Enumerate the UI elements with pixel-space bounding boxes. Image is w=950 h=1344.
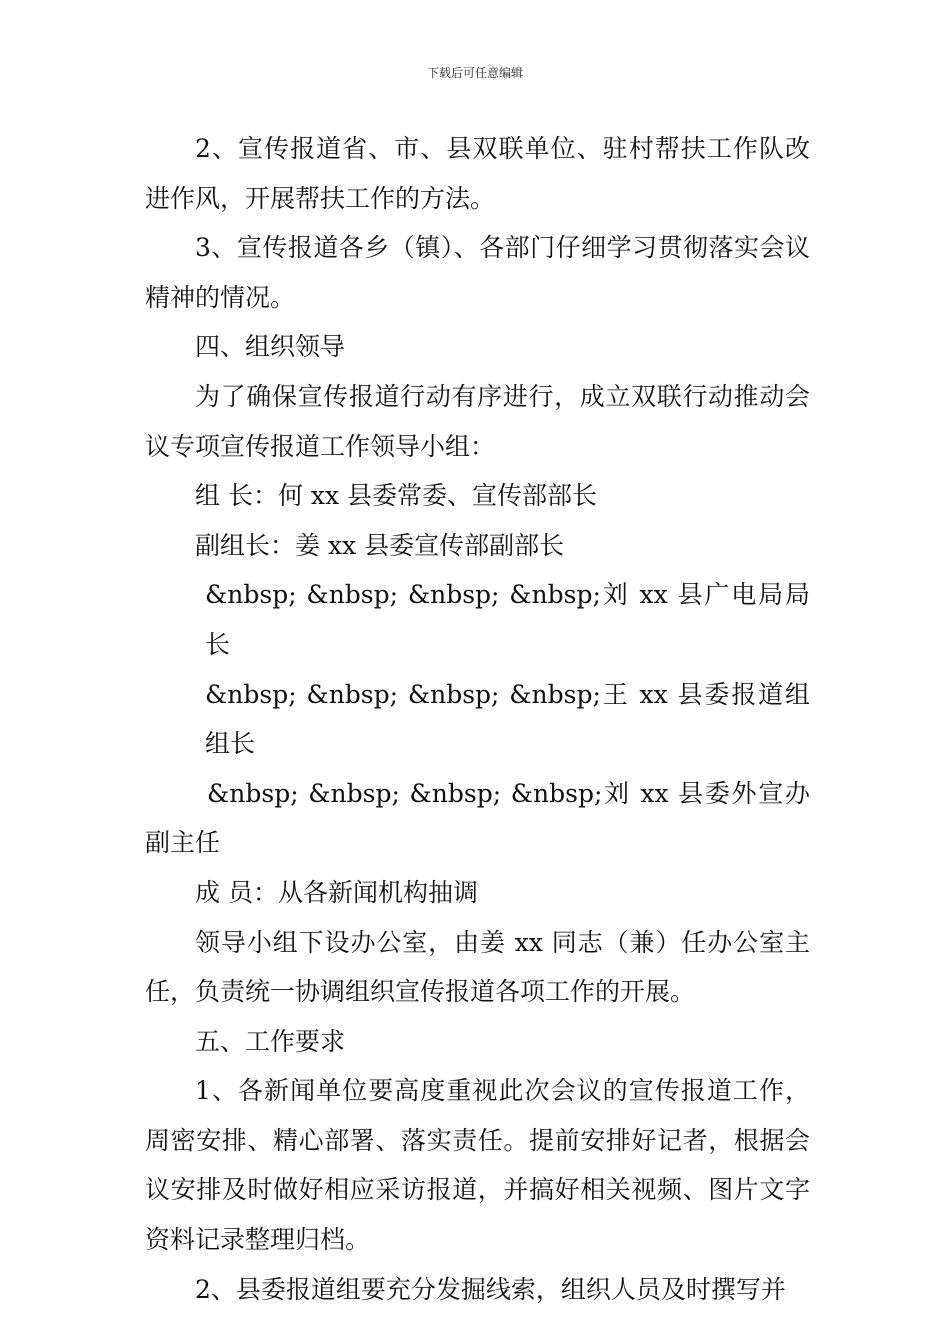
paragraph: 领导小组下设办公室，由姜 xx 同志（兼）任办公室主任，负责统一协调组织宣传报道各项工作的开展。	[145, 927, 810, 1007]
paragraph: 2、宣传报道省、市、县双联单位、驻村帮扶工作队改进作风，开展帮扶工作的方法。	[145, 134, 810, 213]
paragraph: &nbsp; &nbsp; &nbsp; &nbsp;刘 xx 县委外宣办副主任	[145, 778, 810, 858]
paragraph: 组 长：何 xx 县委常委、宣传部部长	[195, 481, 598, 511]
paragraph: &nbsp; &nbsp; &nbsp; &nbsp;王 xx 县委报道组组长	[205, 679, 810, 759]
paragraph: 1、各新闻单位要高度重视此次会议的宣传报道工作，周密安排、精心部署、落实责任。提前安排好记者，根据会议安排及时做好相应采访报道，并搞好相关视频、图片文字资料记录整理归档。	[145, 1076, 810, 1255]
paragraph: 成 员：从各新闻机构抽调	[195, 877, 478, 907]
paragraph: 3、宣传报道各乡（镇）、各部门仔细学习贯彻落实会议精神的情况。	[145, 233, 810, 312]
paragraph: 为了确保宣传报道行动有序进行，成立双联行动推动会议专项宣传报道工作领导小组：	[145, 381, 810, 461]
paragraph: 2、县委报道组要充分发掘线索，组织人员及时撰写并	[195, 1274, 786, 1304]
page-header: 下载后可任意编辑	[426, 66, 523, 80]
document-body	[145, 124, 810, 1314]
paragraph: &nbsp; &nbsp; &nbsp; &nbsp;刘 xx 县广电局局长	[205, 580, 810, 659]
section-heading: 四、组织领导	[195, 332, 346, 362]
paragraph: 副组长：姜 xx 县委宣传部副部长	[195, 530, 565, 560]
section-heading: 五、工作要求	[195, 1026, 346, 1056]
